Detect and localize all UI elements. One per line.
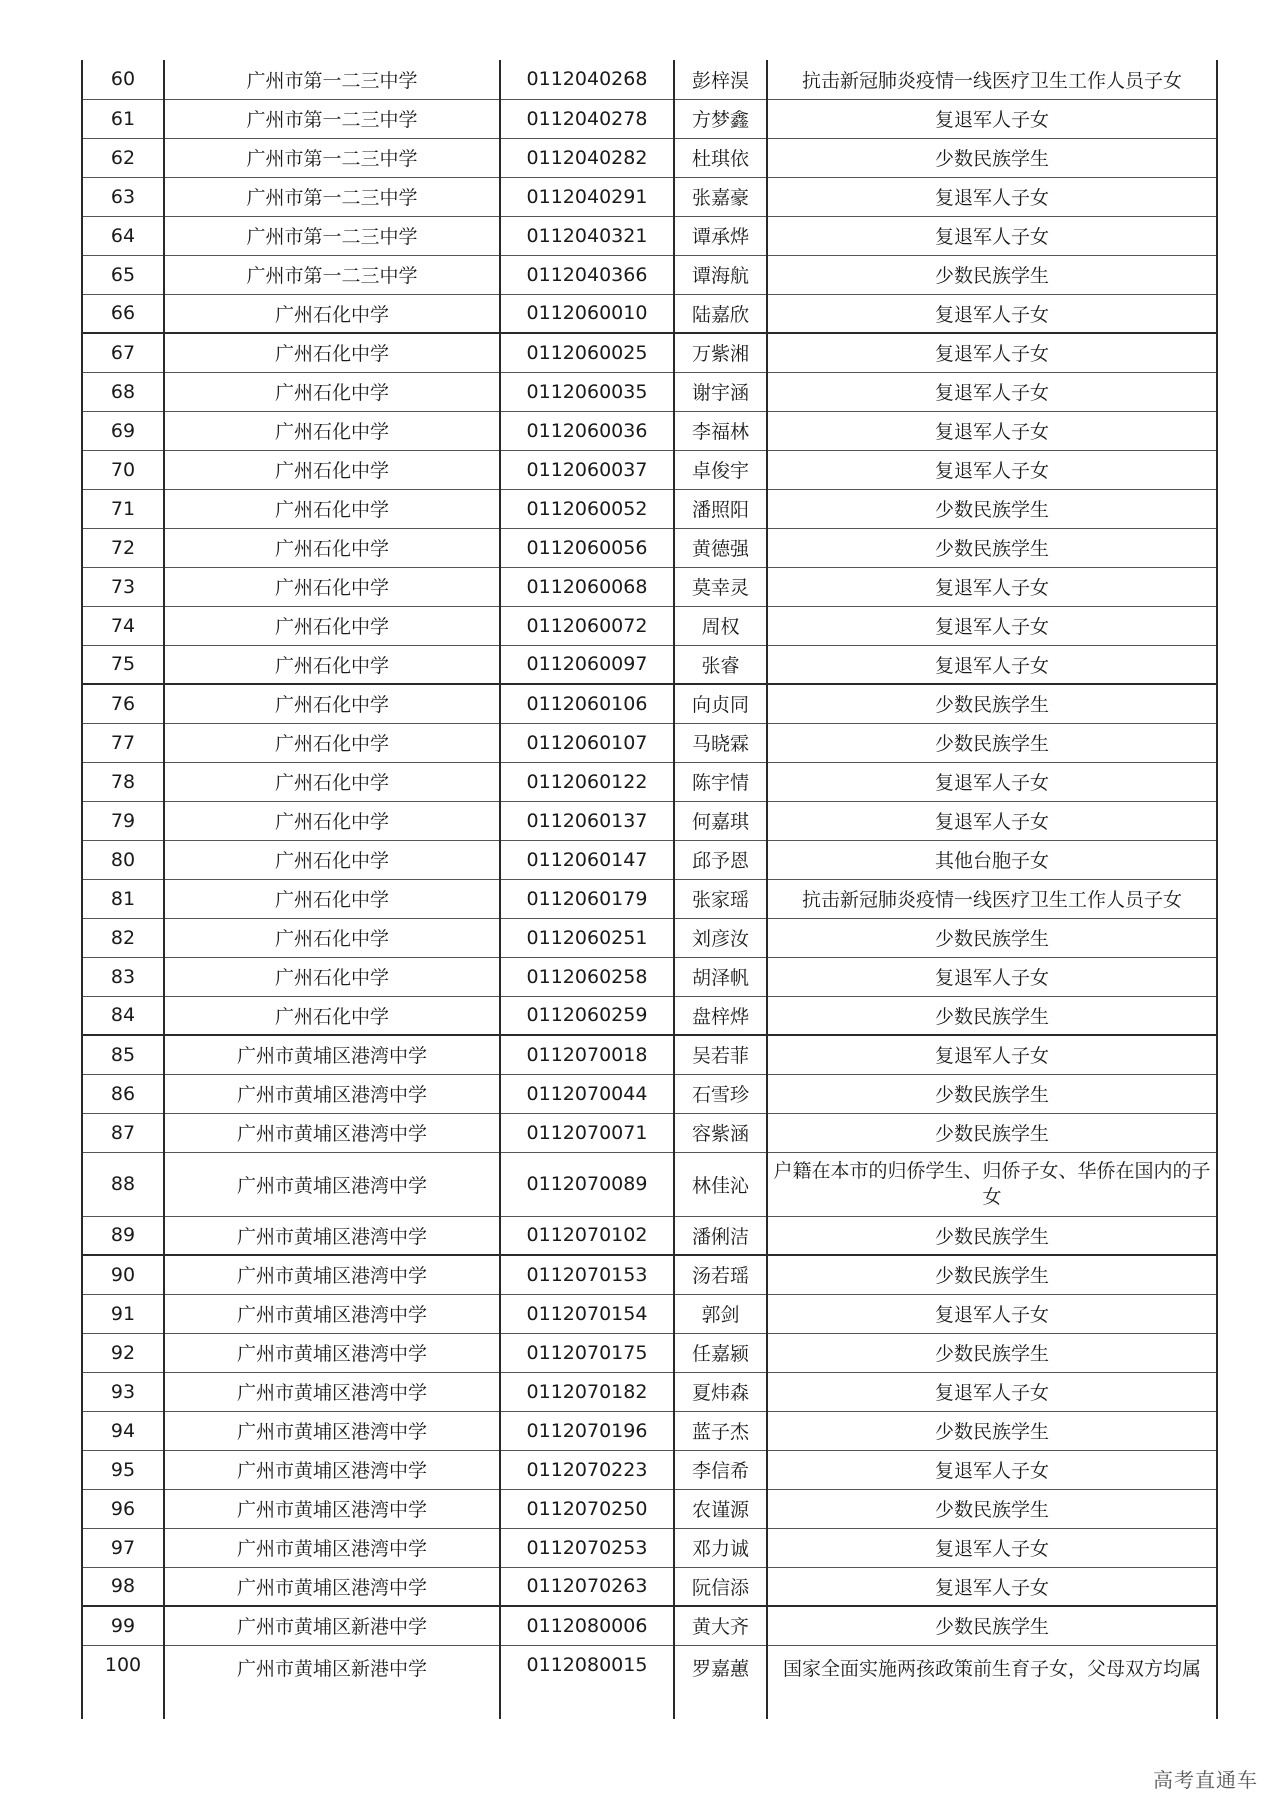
- school-name: 广州石化中学: [164, 762, 500, 801]
- category: 复退军人子女: [767, 1372, 1217, 1411]
- category: 复退军人子女: [767, 957, 1217, 996]
- student-id: 0112070253: [500, 1528, 674, 1567]
- row-number: 90: [82, 1255, 164, 1294]
- school-name: 广州市黄埔区港湾中学: [164, 1035, 500, 1074]
- row-number: 60: [82, 60, 164, 99]
- student-id: 0112060251: [500, 918, 674, 957]
- student-name: 黄德强: [674, 528, 767, 567]
- school-name: 广州石化中学: [164, 645, 500, 684]
- row-number: 98: [82, 1567, 164, 1606]
- category: 少数民族学生: [767, 528, 1217, 567]
- student-id: 0112060010: [500, 294, 674, 333]
- student-id: 0112060259: [500, 996, 674, 1035]
- row-number: 96: [82, 1489, 164, 1528]
- student-id: 0112060072: [500, 606, 674, 645]
- row-number: 71: [82, 489, 164, 528]
- row-number: 85: [82, 1035, 164, 1074]
- table-row: [82, 489, 1217, 528]
- student-id: 0112080015: [500, 1645, 674, 1719]
- school-name: 广州市第一二三中学: [164, 99, 500, 138]
- table-row: [82, 1606, 1217, 1645]
- student-id: 0112070263: [500, 1567, 674, 1606]
- student-name: 马晓霖: [674, 723, 767, 762]
- student-id: 0112070223: [500, 1450, 674, 1489]
- student-id: 0112040278: [500, 99, 674, 138]
- table-row: [82, 372, 1217, 411]
- student-id: 0112070175: [500, 1333, 674, 1372]
- student-name: 周权: [674, 606, 767, 645]
- category: 少数民族学生: [767, 255, 1217, 294]
- table-row: [82, 840, 1217, 879]
- student-name: 任嘉颍: [674, 1333, 767, 1372]
- student-id: 0112060097: [500, 645, 674, 684]
- school-name: 广州石化中学: [164, 489, 500, 528]
- student-name: 石雪珍: [674, 1074, 767, 1113]
- school-name: 广州市黄埔区港湾中学: [164, 1074, 500, 1113]
- table-row: [82, 1152, 1217, 1216]
- student-id: 0112060107: [500, 723, 674, 762]
- school-name: 广州市黄埔区港湾中学: [164, 1528, 500, 1567]
- table-row: [82, 1567, 1217, 1606]
- school-name: 广州市黄埔区港湾中学: [164, 1372, 500, 1411]
- student-name: 林佳沁: [674, 1152, 767, 1216]
- category: 少数民族学生: [767, 723, 1217, 762]
- row-number: 75: [82, 645, 164, 684]
- student-name: 杜琪依: [674, 138, 767, 177]
- table-row: [82, 1372, 1217, 1411]
- category: 少数民族学生: [767, 1216, 1217, 1255]
- table-row: [82, 1528, 1217, 1567]
- category: 少数民族学生: [767, 1606, 1217, 1645]
- student-id: 0112060106: [500, 684, 674, 723]
- student-name: 蓝子杰: [674, 1411, 767, 1450]
- table-row: [82, 1216, 1217, 1255]
- table-row: [82, 138, 1217, 177]
- student-id: 0112040268: [500, 60, 674, 99]
- student-name: 汤若瑶: [674, 1255, 767, 1294]
- category: 少数民族学生: [767, 1333, 1217, 1372]
- student-name: 吴若菲: [674, 1035, 767, 1074]
- row-number: 83: [82, 957, 164, 996]
- student-id: 0112060052: [500, 489, 674, 528]
- school-name: 广州石化中学: [164, 801, 500, 840]
- table-row: [82, 294, 1217, 333]
- student-name: 夏炜森: [674, 1372, 767, 1411]
- row-number: 70: [82, 450, 164, 489]
- table-row: [82, 1255, 1217, 1294]
- row-number: 61: [82, 99, 164, 138]
- table-row: [82, 684, 1217, 723]
- student-id: 0112060122: [500, 762, 674, 801]
- student-id: 0112060035: [500, 372, 674, 411]
- category: 复退军人子女: [767, 1528, 1217, 1567]
- admission-list-table: [81, 60, 1218, 1719]
- table-row: [82, 762, 1217, 801]
- school-name: 广州石化中学: [164, 957, 500, 996]
- table-row: [82, 216, 1217, 255]
- category: 复退军人子女: [767, 411, 1217, 450]
- table-row: [82, 177, 1217, 216]
- table-row: [82, 60, 1217, 99]
- student-name: 潘照阳: [674, 489, 767, 528]
- student-name: 容紫涵: [674, 1113, 767, 1152]
- row-number: 95: [82, 1450, 164, 1489]
- table-row: [82, 606, 1217, 645]
- school-name: 广州市黄埔区港湾中学: [164, 1489, 500, 1528]
- category: 抗击新冠肺炎疫情一线医疗卫生工作人员子女: [767, 60, 1217, 99]
- school-name: 广州市黄埔区港湾中学: [164, 1255, 500, 1294]
- student-name: 刘彦汝: [674, 918, 767, 957]
- student-name: 何嘉琪: [674, 801, 767, 840]
- school-name: 广州市第一二三中学: [164, 216, 500, 255]
- category: 复退军人子女: [767, 801, 1217, 840]
- row-number: 100: [82, 1645, 164, 1719]
- row-number: 81: [82, 879, 164, 918]
- watermark: 高考直通车: [1153, 1768, 1258, 1792]
- table-row: [82, 1489, 1217, 1528]
- table-row: [82, 255, 1217, 294]
- row-number: 93: [82, 1372, 164, 1411]
- category: 少数民族学生: [767, 684, 1217, 723]
- student-name: 彭梓淏: [674, 60, 767, 99]
- category: 复退军人子女: [767, 450, 1217, 489]
- table-row: [82, 918, 1217, 957]
- table-row: [82, 996, 1217, 1035]
- table-row: [82, 645, 1217, 684]
- school-name: 广州市黄埔区新港中学: [164, 1606, 500, 1645]
- table-row: [82, 957, 1217, 996]
- school-name: 广州石化中学: [164, 723, 500, 762]
- student-name: 农谨源: [674, 1489, 767, 1528]
- student-id: 0112070196: [500, 1411, 674, 1450]
- student-id: 0112040291: [500, 177, 674, 216]
- school-name: 广州市黄埔区港湾中学: [164, 1411, 500, 1450]
- category: 复退军人子女: [767, 177, 1217, 216]
- row-number: 74: [82, 606, 164, 645]
- school-name: 广州市黄埔区港湾中学: [164, 1216, 500, 1255]
- student-name: 谢宇涵: [674, 372, 767, 411]
- school-name: 广州石化中学: [164, 879, 500, 918]
- school-name: 广州石化中学: [164, 996, 500, 1035]
- row-number: 87: [82, 1113, 164, 1152]
- student-id: 0112070102: [500, 1216, 674, 1255]
- student-name: 陆嘉欣: [674, 294, 767, 333]
- school-name: 广州石化中学: [164, 333, 500, 372]
- student-name: 盘梓烨: [674, 996, 767, 1035]
- row-number: 64: [82, 216, 164, 255]
- row-number: 89: [82, 1216, 164, 1255]
- student-id: 0112060179: [500, 879, 674, 918]
- school-name: 广州石化中学: [164, 918, 500, 957]
- school-name: 广州市黄埔区港湾中学: [164, 1567, 500, 1606]
- student-id: 0112060068: [500, 567, 674, 606]
- row-number: 66: [82, 294, 164, 333]
- student-id: 0112070089: [500, 1152, 674, 1216]
- student-name: 方梦鑫: [674, 99, 767, 138]
- student-name: 万紫湘: [674, 333, 767, 372]
- school-name: 广州石化中学: [164, 294, 500, 333]
- table-row: [82, 528, 1217, 567]
- table-row: [82, 1035, 1217, 1074]
- student-id: 0112040282: [500, 138, 674, 177]
- category: 复退军人子女: [767, 333, 1217, 372]
- row-number: 67: [82, 333, 164, 372]
- category: 复退军人子女: [767, 606, 1217, 645]
- category: 抗击新冠肺炎疫情一线医疗卫生工作人员子女: [767, 879, 1217, 918]
- student-name: 潘俐洁: [674, 1216, 767, 1255]
- category: 户籍在本市的归侨学生、归侨子女、华侨在国内的子女: [767, 1152, 1217, 1216]
- student-name: 胡泽帆: [674, 957, 767, 996]
- student-id: 0112070153: [500, 1255, 674, 1294]
- table-row: [82, 333, 1217, 372]
- category: 少数民族学生: [767, 996, 1217, 1035]
- school-name: 广州石化中学: [164, 528, 500, 567]
- student-name: 张嘉豪: [674, 177, 767, 216]
- school-name: 广州市第一二三中学: [164, 255, 500, 294]
- table-row: [82, 99, 1217, 138]
- category: 复退军人子女: [767, 567, 1217, 606]
- school-name: 广州市黄埔区港湾中学: [164, 1333, 500, 1372]
- student-id: 0112040321: [500, 216, 674, 255]
- student-name: 李信希: [674, 1450, 767, 1489]
- student-name: 阮信添: [674, 1567, 767, 1606]
- row-number: 65: [82, 255, 164, 294]
- student-id: 0112070182: [500, 1372, 674, 1411]
- table-row: [82, 1645, 1217, 1719]
- student-name: 谭海航: [674, 255, 767, 294]
- category: 复退军人子女: [767, 1450, 1217, 1489]
- row-number: 91: [82, 1294, 164, 1333]
- category: 复退军人子女: [767, 1567, 1217, 1606]
- student-id: 0112060025: [500, 333, 674, 372]
- table-row: [82, 801, 1217, 840]
- row-number: 86: [82, 1074, 164, 1113]
- school-name: 广州市黄埔区港湾中学: [164, 1294, 500, 1333]
- student-id: 0112070018: [500, 1035, 674, 1074]
- table-row: [82, 723, 1217, 762]
- school-name: 广州市第一二三中学: [164, 177, 500, 216]
- category: 复退军人子女: [767, 1035, 1217, 1074]
- table-row: [82, 1333, 1217, 1372]
- school-name: 广州石化中学: [164, 606, 500, 645]
- row-number: 63: [82, 177, 164, 216]
- row-number: 92: [82, 1333, 164, 1372]
- table-row: [82, 1450, 1217, 1489]
- table-body: [82, 60, 1217, 1719]
- student-name: 邱予恩: [674, 840, 767, 879]
- student-name: 张家瑶: [674, 879, 767, 918]
- row-number: 77: [82, 723, 164, 762]
- row-number: 62: [82, 138, 164, 177]
- category: 少数民族学生: [767, 489, 1217, 528]
- student-id: 0112070250: [500, 1489, 674, 1528]
- student-name: 向贞同: [674, 684, 767, 723]
- student-name: 罗嘉蕙: [674, 1645, 767, 1719]
- row-number: 69: [82, 411, 164, 450]
- school-name: 广州市黄埔区港湾中学: [164, 1450, 500, 1489]
- school-name: 广州市第一二三中学: [164, 138, 500, 177]
- student-id: 0112080006: [500, 1606, 674, 1645]
- student-id: 0112060056: [500, 528, 674, 567]
- school-name: 广州市黄埔区港湾中学: [164, 1113, 500, 1152]
- row-number: 94: [82, 1411, 164, 1450]
- row-number: 82: [82, 918, 164, 957]
- student-id: 0112070044: [500, 1074, 674, 1113]
- student-id: 0112070154: [500, 1294, 674, 1333]
- student-id: 0112060137: [500, 801, 674, 840]
- category: 复退军人子女: [767, 372, 1217, 411]
- student-name: 卓俊宇: [674, 450, 767, 489]
- school-name: 广州石化中学: [164, 840, 500, 879]
- student-name: 李福林: [674, 411, 767, 450]
- table-row: [82, 879, 1217, 918]
- category: 国家全面实施两孩政策前生育子女，父母双方均属: [767, 1645, 1217, 1719]
- row-number: 79: [82, 801, 164, 840]
- table-row: [82, 1113, 1217, 1152]
- row-number: 73: [82, 567, 164, 606]
- student-name: 郭剑: [674, 1294, 767, 1333]
- category: 少数民族学生: [767, 138, 1217, 177]
- student-name: 莫幸灵: [674, 567, 767, 606]
- category: 复退军人子女: [767, 99, 1217, 138]
- student-id: 0112060036: [500, 411, 674, 450]
- category: 少数民族学生: [767, 1113, 1217, 1152]
- student-id: 0112060258: [500, 957, 674, 996]
- student-id: 0112070071: [500, 1113, 674, 1152]
- category: 少数民族学生: [767, 1074, 1217, 1113]
- school-name: 广州石化中学: [164, 450, 500, 489]
- row-number: 99: [82, 1606, 164, 1645]
- student-id: 0112060037: [500, 450, 674, 489]
- category: 少数民族学生: [767, 1255, 1217, 1294]
- category: 复退军人子女: [767, 645, 1217, 684]
- school-name: 广州石化中学: [164, 567, 500, 606]
- row-number: 97: [82, 1528, 164, 1567]
- row-number: 68: [82, 372, 164, 411]
- category: 复退军人子女: [767, 762, 1217, 801]
- school-name: 广州石化中学: [164, 684, 500, 723]
- school-name: 广州石化中学: [164, 372, 500, 411]
- category: 少数民族学生: [767, 1411, 1217, 1450]
- student-name: 黄大齐: [674, 1606, 767, 1645]
- category: 复退军人子女: [767, 294, 1217, 333]
- table-row: [82, 1294, 1217, 1333]
- student-name: 张睿: [674, 645, 767, 684]
- student-name: 邓力诚: [674, 1528, 767, 1567]
- student-id: 0112040366: [500, 255, 674, 294]
- school-name: 广州石化中学: [164, 411, 500, 450]
- school-name: 广州市第一二三中学: [164, 60, 500, 99]
- category: 少数民族学生: [767, 918, 1217, 957]
- row-number: 88: [82, 1152, 164, 1216]
- category: 复退军人子女: [767, 216, 1217, 255]
- table-row: [82, 1411, 1217, 1450]
- table-row: [82, 1074, 1217, 1113]
- student-name: 陈宇情: [674, 762, 767, 801]
- row-number: 76: [82, 684, 164, 723]
- category: 复退军人子女: [767, 1294, 1217, 1333]
- school-name: 广州市黄埔区新港中学: [164, 1645, 500, 1719]
- table-row: [82, 411, 1217, 450]
- table-row: [82, 567, 1217, 606]
- student-id: 0112060147: [500, 840, 674, 879]
- category: 其他台胞子女: [767, 840, 1217, 879]
- category: 少数民族学生: [767, 1489, 1217, 1528]
- table-row: [82, 450, 1217, 489]
- school-name: 广州市黄埔区港湾中学: [164, 1152, 500, 1216]
- student-name: 谭承烨: [674, 216, 767, 255]
- row-number: 80: [82, 840, 164, 879]
- row-number: 78: [82, 762, 164, 801]
- row-number: 84: [82, 996, 164, 1035]
- row-number: 72: [82, 528, 164, 567]
